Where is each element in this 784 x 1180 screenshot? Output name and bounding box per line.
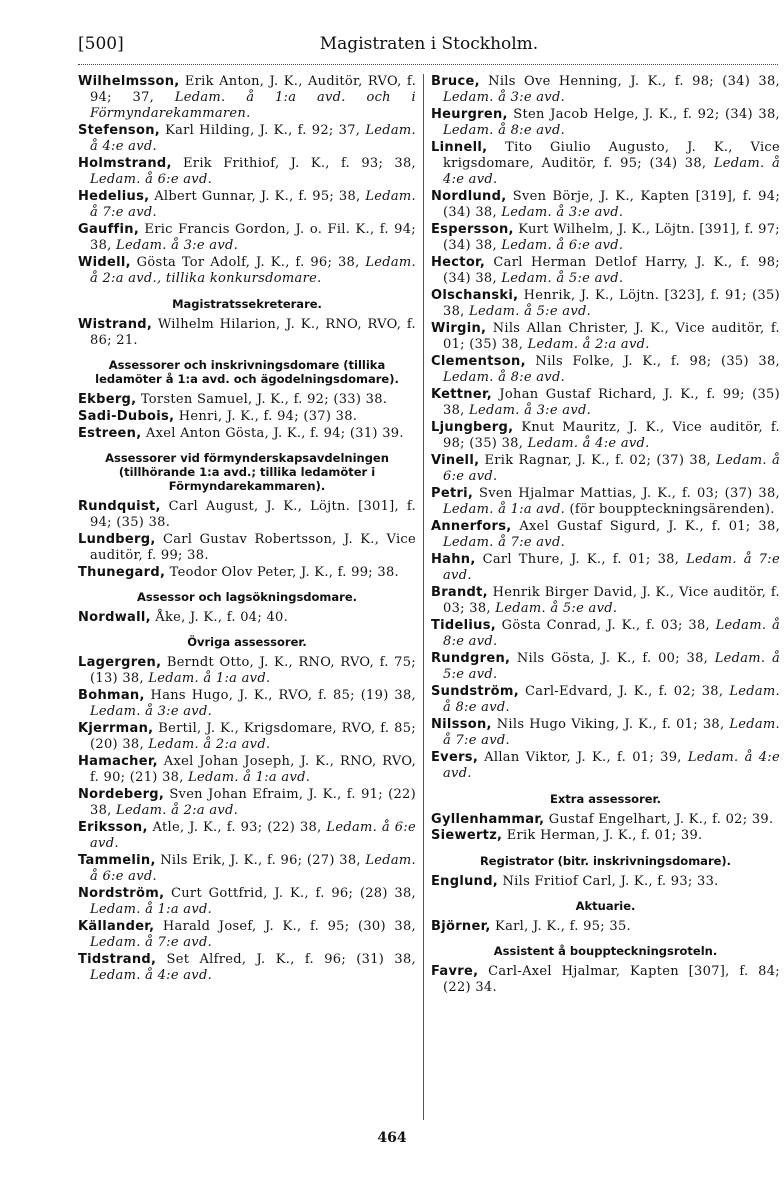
section-heading: Aktuarie. [575, 898, 636, 913]
register-entry [78, 499, 416, 531]
entry-details: Axel Johan Joseph, J. K., RNO, RVO, f. 90; (21) 38, [90, 754, 416, 786]
entry-assignment: Ledam. å 7:e avd. [443, 535, 565, 551]
entry-assignment: Ledam. å 8:e avd. [443, 370, 565, 386]
entry-name: Wistrand, [78, 316, 153, 332]
entry-details: Sven Börje, J. K., Kapten [319], f. 94; (34) 38, [443, 189, 780, 221]
entry-details: Eric Francis Gordon, J. o. Fil. K., f. 94; 38, [90, 222, 416, 254]
entry-details: Erik Frithiof, J. K., f. 93; 38, [171, 156, 416, 172]
register-entry [431, 288, 780, 320]
header-rule [78, 64, 778, 65]
register-entry [78, 123, 416, 155]
register-entry [78, 392, 416, 408]
entry-details: Nils Fritiof Carl, J. K., f. 93; 33. [498, 873, 719, 889]
entry-name: Kettner, [431, 387, 493, 403]
entry-name: Nordwall, [78, 610, 151, 626]
entry-name: Nordström, [78, 886, 165, 902]
entry-assignment: Ledam. å 1:a avd. [188, 770, 311, 786]
entry-name: Favre, [431, 964, 479, 980]
register-entry [431, 651, 780, 683]
entry-note: (för bouppteckningsärenden). [565, 502, 775, 518]
entry-details: Kurt Wilhelm, J. K., Löjtn. [391], f. 97; (34) 38, [443, 222, 780, 254]
entry-details: Atle, J. K., f. 93; (22) 38, [147, 820, 327, 836]
entry-details: Tito Giulio Augusto, J. K., Vice krigsdomare, Auditör, f. 95; (34) 38, [443, 140, 780, 172]
entry-assignment: Ledam. å 2:a avd., tillika konkursdomare. [90, 255, 416, 287]
register-entry [431, 812, 780, 828]
entry-details: Berndt Otto, J. K., RNO, RVO, f. 75; (13) 38, [90, 655, 416, 687]
section-heading: Assessor och lagsökningsdomare. [137, 590, 357, 605]
entry-assignment: Ledam. å 3:e avd. [501, 205, 624, 221]
entry-assignment: Ledam. å 8:e avd. [443, 684, 780, 716]
entry-assignment: Ledam. å 4:e avd. [443, 156, 780, 188]
entry-assignment: Ledam. å 7:e avd. [90, 189, 416, 221]
entry-assignment: Ledam. å 8:e avd. [443, 123, 565, 139]
entry-name: Ekberg, [78, 392, 137, 408]
section-heading: Magistratssekreterare. [172, 296, 322, 311]
entry-assignment: Ledam. å 7:e avd. [90, 935, 212, 951]
register-entry [78, 787, 416, 819]
entry-name: Tammelin, [78, 853, 156, 869]
register-entry [431, 552, 780, 584]
entry-details: Nils Ove Henning, J. K., f. 98; (34) 38, [479, 74, 780, 89]
entry-details: Carl Thure, J. K., f. 01; 38, [475, 552, 687, 568]
entry-assignment: Ledam. å 1:a avd. [148, 671, 271, 687]
entry-details: Erik Ragnar, J. K., f. 02; (37) 38, [479, 453, 717, 469]
entry-details: Nils Folke, J. K., f. 98; (35) 38, [525, 354, 780, 370]
entry-assignment: Ledam. å 4:e avd. [443, 750, 780, 782]
section-heading: Övriga assessorer. [187, 635, 307, 650]
entry-name: Englund, [431, 873, 499, 889]
entry-details: Erik Anton, J. K., Auditör, RVO, f. 94; 37, [90, 74, 416, 106]
entry-details: Nils Gösta, J. K., f. 00; 38, [510, 651, 715, 667]
running-title: Magistraten i Stockholm. [319, 34, 539, 54]
entry-assignment: Ledam. å 6:e avd. [90, 172, 212, 188]
entry-assignment: Ledam. å 6:e avd. [90, 820, 417, 852]
entry-assignment: Ledam. å 5:e avd. [501, 271, 624, 287]
entry-name: Wirgin, [431, 321, 487, 337]
entry-name: Linnell, [431, 140, 488, 155]
entry-details: Nils Hugo Viking, J. K., f. 01; 38, [491, 717, 730, 733]
register-entry [78, 565, 416, 581]
register-entry [78, 820, 416, 852]
entry-details: Torsten Samuel, J. K., f. 92; (33) 38. [136, 392, 388, 408]
entry-details: Henrik Birger David, J. K., Vice auditör, f. 03; 38, [443, 585, 780, 617]
entry-details: Henri, J. K., f. 94; (37) 38. [174, 408, 358, 424]
section-heading: Assistent å bouppteckningsroteln. [493, 944, 718, 959]
entry-name: Lundberg, [78, 531, 156, 547]
entry-name: Brandt, [431, 585, 488, 601]
entry-name: Sundström, [431, 684, 519, 700]
register-entry [431, 717, 780, 749]
register-entry [78, 721, 416, 753]
register-entry [431, 453, 780, 485]
register-entry [431, 354, 780, 386]
entry-details: Åke, J. K., f. 04; 40. [150, 610, 289, 626]
entry-assignment: Ledam. å 8:e avd. [443, 618, 780, 650]
section-heading: Registrator (bitr. inskrivningsdomare). [479, 853, 732, 868]
register-entry [78, 409, 416, 425]
register-entry [431, 189, 780, 221]
entry-assignment: Ledam. å 5:e avd. [469, 304, 592, 320]
entry-details: Sven Johan Efraim, J. K., f. 91; (22) 38, [90, 787, 416, 819]
entry-details: Wilhelm Hilarion, J. K., RNO, RVO, f. 86; 21. [90, 316, 416, 348]
entry-assignment: Ledam. å 7:e avd. [443, 552, 780, 584]
entry-name: Nilsson, [431, 717, 492, 733]
register-entry [431, 828, 780, 844]
entry-name: Siewertz, [431, 828, 503, 844]
register-entry [78, 426, 416, 442]
register-entry [78, 655, 416, 687]
entry-assignment: Ledam. å 4:e avd. [90, 968, 212, 984]
register-entry [78, 853, 416, 885]
entry-name: Sadi-Dubois, [78, 408, 175, 424]
register-entry [78, 74, 416, 123]
entry-name: Petri, [431, 486, 474, 502]
entry-name: Hamacher, [78, 754, 158, 770]
entry-details: Knut Mauritz, J. K., Vice auditör, f. 98; (35) 38, [443, 420, 780, 452]
entry-assignment: Ledam. å 5:e avd. [443, 651, 780, 683]
entry-details: Set Alfred, J. K., f. 96; (31) 38, [156, 952, 416, 968]
entry-assignment: Ledam. å 3:e avd. [443, 90, 565, 106]
entry-name: Holmstrand, [78, 156, 172, 172]
entry-assignment: Ledam. å 6:e avd. [443, 453, 781, 485]
entry-name: Källander, [78, 919, 155, 935]
register-entry [431, 387, 780, 419]
register-entry [431, 964, 780, 996]
entry-name: Rundquist, [78, 498, 161, 514]
section-heading: Extra assessorer. [550, 791, 661, 806]
register-entry [78, 317, 416, 349]
column-divider [423, 74, 424, 1120]
register-entry [78, 754, 416, 786]
entry-details: Bertil, J. K., Krigsdomare, RVO, f. 85; (20) 38, [90, 721, 416, 753]
entry-details: Karl, J. K., f. 95; 35. [490, 918, 631, 934]
page-header [78, 30, 780, 60]
entry-name: Ljungberg, [431, 420, 514, 436]
entry-name: Gyllenhammar, [431, 811, 545, 827]
entry-name: Evers, [431, 750, 479, 766]
register-entry [78, 952, 416, 984]
entry-assignment: Ledam. å 3:e avd. [90, 704, 212, 720]
entry-details: Erik Herman, J. K., f. 01; 39. [502, 828, 703, 844]
entry-details: Allan Viktor, J. K., f. 01; 39, [478, 750, 688, 766]
entry-assignment: Ledam. å 2:a avd. [116, 803, 239, 819]
entry-assignment: Ledam. å 2:a avd. [527, 337, 650, 353]
entry-name: Bohman, [78, 688, 145, 704]
register-entry [78, 189, 416, 221]
register-entry [78, 688, 416, 720]
register-entry [78, 610, 416, 626]
entry-name: Clementson, [431, 354, 526, 370]
entry-name: Gauffin, [78, 222, 140, 238]
register-entry [78, 222, 416, 254]
page-reference: [500] [78, 34, 124, 54]
entry-name: Hector, [431, 255, 486, 271]
register-entry [431, 585, 780, 617]
entry-assignment: Ledam. å 1:a avd. [443, 502, 566, 518]
register-entry [431, 618, 780, 650]
section-heading: Assessorer vid förmynderskapsavdelningen (tillhörande 1:a avd.; tillika ledamöter i Förmyndarekammaren). [105, 450, 389, 493]
entry-name: Annerfors, [431, 519, 512, 535]
entry-details: Gustaf Engelhart, J. K., f. 02; 39. [544, 811, 774, 827]
register-entry [431, 874, 780, 890]
register-entry [431, 74, 780, 106]
register-entry [431, 140, 780, 189]
entry-assignment: Ledam. å 1:a avd. [90, 902, 213, 918]
entry-details: Carl August, J. K., Löjtn. [301], f. 94; (35) 38. [90, 498, 416, 531]
entry-name: Heurgren, [431, 107, 508, 122]
entry-details: Hans Hugo, J. K., RVO, f. 85; (19) 38, [144, 688, 416, 704]
entry-assignment: Ledam. å 4:e avd. [90, 123, 416, 155]
entry-details: Harald Josef, J. K., f. 95; (30) 38, [154, 919, 416, 935]
entry-details: Carl Gustav Robertsson, J. K., Vice auditör, f. 99; 38. [90, 531, 416, 564]
entry-details: Sven Hjalmar Mattias, J. K., f. 03; (37) 38, [473, 486, 780, 502]
entry-assignment: Ledam. å 6:e avd. [501, 238, 624, 254]
entry-details: Nils Allan Christer, J. K., Vice auditör, f. 01; (35) 38, [443, 321, 780, 353]
left-column [78, 74, 416, 985]
entry-name: Björner, [431, 918, 491, 934]
entry-name: Thunegard, [78, 564, 166, 580]
register-entry [78, 156, 416, 188]
entry-name: Nordeberg, [78, 787, 165, 803]
register-entry [78, 532, 416, 564]
register-entry [431, 255, 780, 287]
entry-details: Axel Gustaf Sigurd, J. K., f. 01; 38, [511, 519, 780, 535]
entry-name: Nordlund, [431, 189, 507, 205]
register-entry [431, 750, 780, 782]
right-column [431, 74, 780, 997]
entry-name: Vinell, [431, 453, 480, 469]
entry-name: Widell, [78, 255, 131, 271]
entry-assignment: Ledam. å 5:e avd. [495, 601, 618, 617]
entry-assignment: Ledam. å 3:e avd. [116, 238, 239, 254]
entry-details: Albert Gunnar, J. K., f. 95; 38, [149, 189, 366, 205]
register-entry [78, 255, 416, 287]
entry-details: Gösta Tor Adolf, J. K., f. 96; 38, [130, 255, 366, 271]
entry-details: Curt Gottfrid, J. K., f. 96; (28) 38, [164, 886, 416, 902]
register-entry [431, 486, 780, 518]
section-heading: Assessorer och inskrivningsdomare (tillika ledamöter å 1:a avd. och ägodelningsdomare). [95, 358, 399, 387]
entry-name: Wilhelmsson, [78, 74, 180, 89]
entry-assignment: Ledam. å 1:a avd. och i Förmyndarekammaren. [90, 90, 416, 122]
entry-details: Karl Hilding, J. K., f. 92; 37, [159, 123, 366, 139]
register-entry [431, 519, 780, 551]
register-entry [431, 321, 780, 353]
register-entry [78, 886, 416, 918]
entry-details: Sten Jacob Helge, J. K., f. 92; (34) 38, [507, 107, 780, 122]
entry-details: Carl Herman Detlof Harry, J. K., f. 98; (34) 38, [443, 255, 780, 287]
entry-details: Carl-Edvard, J. K., f. 02; 38, [518, 684, 730, 700]
register-entry [431, 684, 780, 716]
register-entry [431, 919, 780, 935]
register-entry [431, 222, 780, 254]
entry-assignment: Ledam. å 6:e avd. [90, 853, 416, 885]
page-number: 464 [377, 1130, 407, 1146]
entry-assignment: Ledam. å 3:e avd. [469, 403, 592, 419]
entry-assignment: Ledam. å 4:e avd. [527, 436, 650, 452]
entry-details: Johan Gustaf Richard, J. K., f. 99; (35) 38, [443, 387, 780, 419]
entry-assignment: Ledam. å 7:e avd. [443, 717, 780, 749]
entry-name: Eriksson, [78, 820, 148, 836]
entry-details: Teodor Olov Peter, J. K., f. 99; 38. [165, 564, 399, 580]
entry-details: Nils Erik, J. K., f. 96; (27) 38, [155, 853, 366, 869]
entry-details: Gösta Conrad, J. K., f. 03; 38, [496, 618, 716, 634]
entry-name: Rundgren, [431, 651, 511, 667]
register-entry [78, 919, 416, 951]
entry-name: Hahn, [431, 552, 476, 568]
entry-details: Henrik, J. K., Löjtn. [323], f. 91; (35) 38, [443, 288, 780, 320]
entry-name: Bruce, [431, 74, 480, 89]
entry-name: Olschanski, [431, 288, 519, 304]
entry-name: Kjerrman, [78, 721, 154, 737]
entry-details: Carl-Axel Hjalmar, Kapten [307], f. 84; (22) 34. [443, 964, 780, 996]
entry-name: Stefenson, [78, 123, 160, 139]
entry-name: Tidelius, [431, 618, 496, 634]
entry-assignment: Ledam. å 2:a avd. [148, 737, 271, 753]
entry-name: Estreen, [78, 425, 142, 441]
entry-name: Tidstrand, [78, 952, 157, 968]
entry-name: Espersson, [431, 222, 514, 238]
entry-details: Axel Anton Gösta, J. K., f. 94; (31) 39. [141, 425, 404, 441]
register-entry [431, 107, 780, 139]
entry-name: Hedelius, [78, 189, 150, 205]
entry-name: Lagergren, [78, 655, 162, 671]
register-entry [431, 420, 780, 452]
